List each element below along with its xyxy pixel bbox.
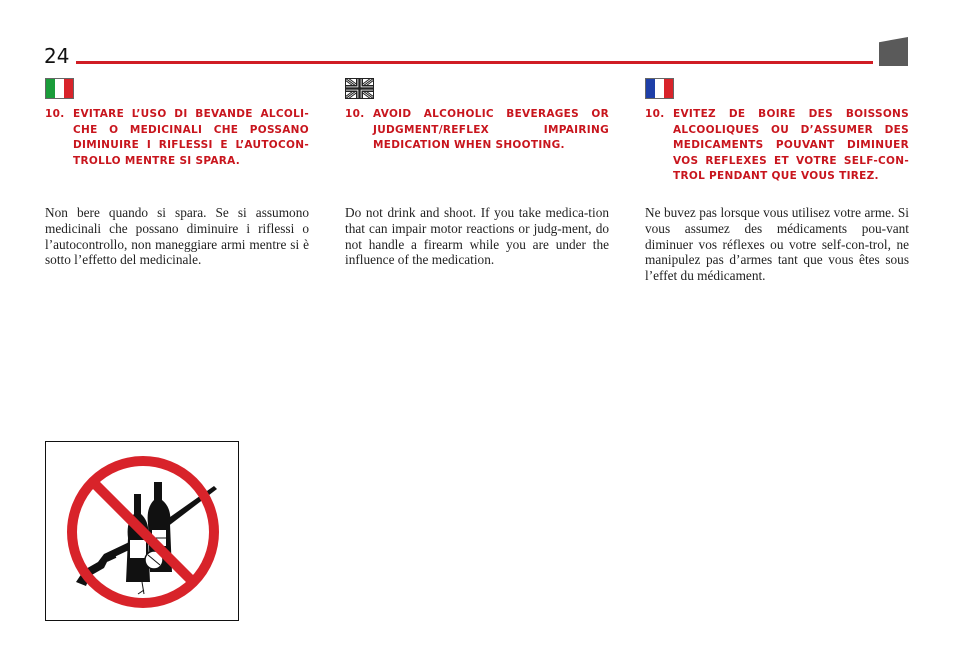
warning-heading	[645, 107, 909, 185]
body-paragraph: Ne buvez pas lorsque vous utilisez votre arme. Si vous assumez des médicaments pou-vant diminuer vos réflexes ou votre self-con-trol, ne manipulez pas d’armes tant que vous êtes sous l’effet du médicament.	[645, 205, 909, 284]
heading-number: 10.	[645, 108, 665, 120]
italy-flag-icon	[45, 78, 74, 99]
heading-text: EVITEZ DE BOIRE DES BOISSONS ALCOOLIQUES OU D’ASSUMER DES MEDICAMENTS POUVANT DIMINUER VOS REFLEXES ET VOTRE SELF-CON-TROL PENDANT QUE VOUS TIREZ.	[673, 108, 909, 182]
warning-heading	[45, 107, 309, 169]
france-flag-icon	[645, 78, 674, 99]
page-corner-tab	[879, 37, 908, 66]
section-italian	[45, 78, 309, 268]
section-french	[645, 78, 909, 284]
heading-text: EVITARE L’USO DI BEVANDE ALCOLI-CHE O MEDICINALI CHE POSSANO DIMINUIRE I RIFLESSI E L’AUTOCON-TROLLO MENTRE SI SPARA.	[73, 108, 309, 167]
heading-number: 10.	[345, 108, 365, 120]
page-number: 24	[44, 44, 70, 68]
body-paragraph: Do not drink and shoot. If you take medica-tion that can impair motor reactions or judg-ment, do not handle a firearm while you are under the influence of the medication.	[345, 205, 609, 268]
body-paragraph: Non bere quando si spara. Se si assumono medicinali che possano diminuire i riflessi o l’autocontrollo, non maneggiare armi mentre si è sotto l’effetto del medicinale.	[45, 205, 309, 268]
no-alcohol-while-shooting-icon	[46, 442, 238, 620]
warning-heading	[345, 107, 609, 154]
header-rule	[76, 61, 873, 64]
uk-flag-icon	[345, 78, 374, 99]
heading-text: AVOID ALCOHOLIC BEVERAGES OR JUDGMENT/REFLEX IMPAIRING MEDICATION WHEN SHOOTING.	[373, 108, 609, 151]
section-english	[345, 78, 609, 268]
warning-illustration-frame	[45, 441, 239, 621]
heading-number: 10.	[45, 108, 65, 120]
